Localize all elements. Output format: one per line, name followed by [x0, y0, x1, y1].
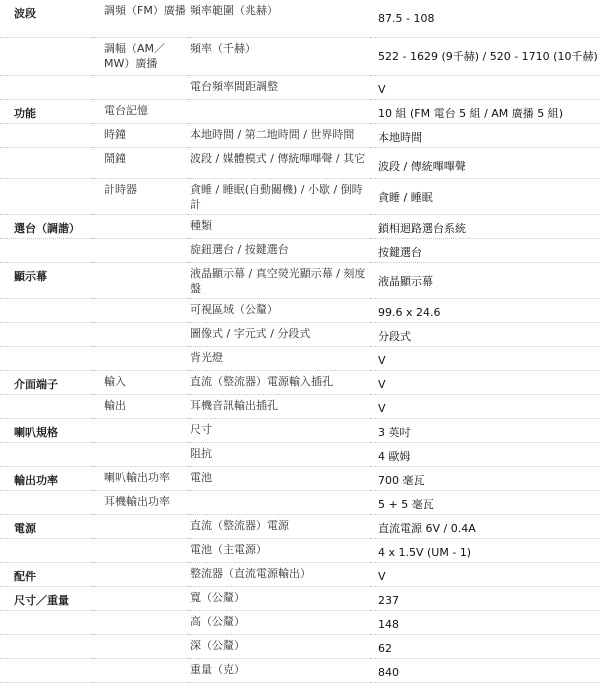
spec-category: 波段: [0, 0, 92, 37]
spec-value: V: [370, 346, 600, 370]
spec-row: [0, 658, 600, 682]
spec-subcategory: 喇叭輸出功率: [92, 466, 188, 490]
spec-row: [0, 418, 600, 442]
spec-value: 4 歐姆: [370, 442, 600, 466]
spec-row: [0, 123, 600, 147]
spec-subcategory: [92, 586, 188, 610]
spec-row: [0, 238, 600, 262]
spec-row: [0, 99, 600, 123]
spec-value: 4 x 1.5V (UM - 1): [370, 538, 600, 562]
spec-subcategory: [92, 514, 188, 538]
spec-subcategory: [92, 634, 188, 658]
spec-category: 電源: [0, 514, 92, 538]
spec-item: 波段 / 媒體模式 / 傳統嗶嗶聲 / 其它: [188, 147, 370, 178]
spec-row: [0, 37, 600, 75]
spec-category: [0, 147, 92, 178]
spec-category: [0, 346, 92, 370]
spec-subcategory: [92, 262, 188, 298]
spec-row: [0, 490, 600, 514]
spec-row: [0, 538, 600, 562]
spec-category: 配件: [0, 562, 92, 586]
spec-row: [0, 322, 600, 346]
spec-item: 電池: [188, 466, 370, 490]
spec-category: 功能: [0, 99, 92, 123]
spec-row: [0, 514, 600, 538]
spec-row: [0, 562, 600, 586]
spec-subcategory: 調頻（FM）廣播: [92, 0, 188, 37]
spec-row: [0, 610, 600, 634]
spec-value: V: [370, 394, 600, 418]
spec-item: 貪睡 / 睡眠(自動關機) / 小歇 / 倒時計: [188, 178, 370, 214]
spec-item: 背光燈: [188, 346, 370, 370]
spec-subcategory: [92, 610, 188, 634]
spec-subcategory: 電台記憶: [92, 99, 188, 123]
spec-row: [0, 147, 600, 178]
spec-category: 尺寸／重量: [0, 586, 92, 610]
spec-category: [0, 75, 92, 99]
spec-item: 頻率範圍（兆赫）: [188, 0, 370, 37]
spec-value: 522 - 1629 (9千赫) / 520 - 1710 (10千赫): [370, 37, 600, 75]
spec-value: 62: [370, 634, 600, 658]
spec-value: 貪睡 / 睡眠: [370, 178, 600, 214]
spec-item: 圖像式 / 字元式 / 分段式: [188, 322, 370, 346]
spec-row: [0, 586, 600, 610]
spec-item: 尺寸: [188, 418, 370, 442]
spec-item: 高（公釐）: [188, 610, 370, 634]
spec-subcategory: 輸入: [92, 370, 188, 394]
spec-row: [0, 214, 600, 238]
spec-item: 液晶顯示幕 / 真空熒光顯示幕 / 刻度盤: [188, 262, 370, 298]
spec-value: 3 英吋: [370, 418, 600, 442]
spec-item: 直流（整流器）電源輸入插孔: [188, 370, 370, 394]
spec-item: [188, 99, 370, 123]
spec-subcategory: 調幅（AM／MW）廣播: [92, 37, 188, 75]
spec-category: [0, 37, 92, 75]
spec-item: 本地時間 / 第二地時間 / 世界時間: [188, 123, 370, 147]
spec-category: 喇叭規格: [0, 418, 92, 442]
spec-category: [0, 610, 92, 634]
spec-value: 148: [370, 610, 600, 634]
spec-subcategory: [92, 658, 188, 682]
spec-value: 99.6 x 24.6: [370, 298, 600, 322]
spec-subcategory: [92, 418, 188, 442]
spec-value: V: [370, 75, 600, 99]
spec-category: [0, 490, 92, 514]
spec-item: 種類: [188, 214, 370, 238]
spec-item: 整流器（直流電源輸出）: [188, 562, 370, 586]
spec-item: 阻抗: [188, 442, 370, 466]
spec-row: [0, 394, 600, 418]
spec-subcategory: 輸出: [92, 394, 188, 418]
spec-item: 可視區域（公釐）: [188, 298, 370, 322]
spec-value: 5 + 5 毫瓦: [370, 490, 600, 514]
spec-category: [0, 442, 92, 466]
spec-subcategory: 耳機輸出功率: [92, 490, 188, 514]
spec-subcategory: [92, 442, 188, 466]
spec-row: [0, 178, 600, 214]
spec-category: 顯示幕: [0, 262, 92, 298]
spec-value: 液晶顯示幕: [370, 262, 600, 298]
spec-category: [0, 123, 92, 147]
spec-subcategory: [92, 238, 188, 262]
spec-subcategory: [92, 322, 188, 346]
spec-value: 本地時間: [370, 123, 600, 147]
spec-category: [0, 634, 92, 658]
spec-item: 電池（主電源）: [188, 538, 370, 562]
spec-subcategory: [92, 214, 188, 238]
spec-category: [0, 538, 92, 562]
spec-value: 鎖相迴路選台系統: [370, 214, 600, 238]
spec-category: [0, 658, 92, 682]
spec-value: 237: [370, 586, 600, 610]
spec-category: [0, 178, 92, 214]
spec-item: 深（公釐）: [188, 634, 370, 658]
spec-row: [0, 634, 600, 658]
spec-value: 分段式: [370, 322, 600, 346]
spec-item: 耳機音訊輸出插孔: [188, 394, 370, 418]
spec-category: [0, 322, 92, 346]
spec-subcategory: [92, 75, 188, 99]
spec-value: V: [370, 370, 600, 394]
spec-category: [0, 298, 92, 322]
spec-value: 直流電源 6V / 0.4A: [370, 514, 600, 538]
spec-value: 按鍵選台: [370, 238, 600, 262]
spec-row: [0, 466, 600, 490]
spec-category: 選台（調諧）: [0, 214, 92, 238]
spec-item: 電台頻率間距調整: [188, 75, 370, 99]
spec-row: [0, 75, 600, 99]
spec-value: 87.5 - 108: [370, 0, 600, 37]
spec-row: [0, 0, 600, 37]
spec-item: 重量（克）: [188, 658, 370, 682]
spec-subcategory: [92, 562, 188, 586]
spec-subcategory: [92, 298, 188, 322]
spec-category: [0, 238, 92, 262]
spec-subcategory: 時鐘: [92, 123, 188, 147]
spec-row: [0, 442, 600, 466]
spec-subcategory: [92, 538, 188, 562]
spec-value: 700 毫瓦: [370, 466, 600, 490]
spec-value: 波段 / 傳統嗶嗶聲: [370, 147, 600, 178]
spec-row: [0, 262, 600, 298]
spec-value: V: [370, 562, 600, 586]
spec-item: [188, 490, 370, 514]
spec-subcategory: 鬧鐘: [92, 147, 188, 178]
spec-row: [0, 370, 600, 394]
spec-category: 介面端子: [0, 370, 92, 394]
spec-item: 頻率（千赫）: [188, 37, 370, 75]
spec-item: 直流（整流器）電源: [188, 514, 370, 538]
spec-item: 寬（公釐）: [188, 586, 370, 610]
spec-value: 840: [370, 658, 600, 682]
spec-subcategory: [92, 346, 188, 370]
spec-item: 旋鈕選台 / 按鍵選台: [188, 238, 370, 262]
spec-row: [0, 298, 600, 322]
spec-category: 輸出功率: [0, 466, 92, 490]
spec-subcategory: 計時器: [92, 178, 188, 214]
spec-category: [0, 394, 92, 418]
spec-value: 10 組 (FM 電台 5 組 / AM 廣播 5 組): [370, 99, 600, 123]
spec-row: [0, 346, 600, 370]
